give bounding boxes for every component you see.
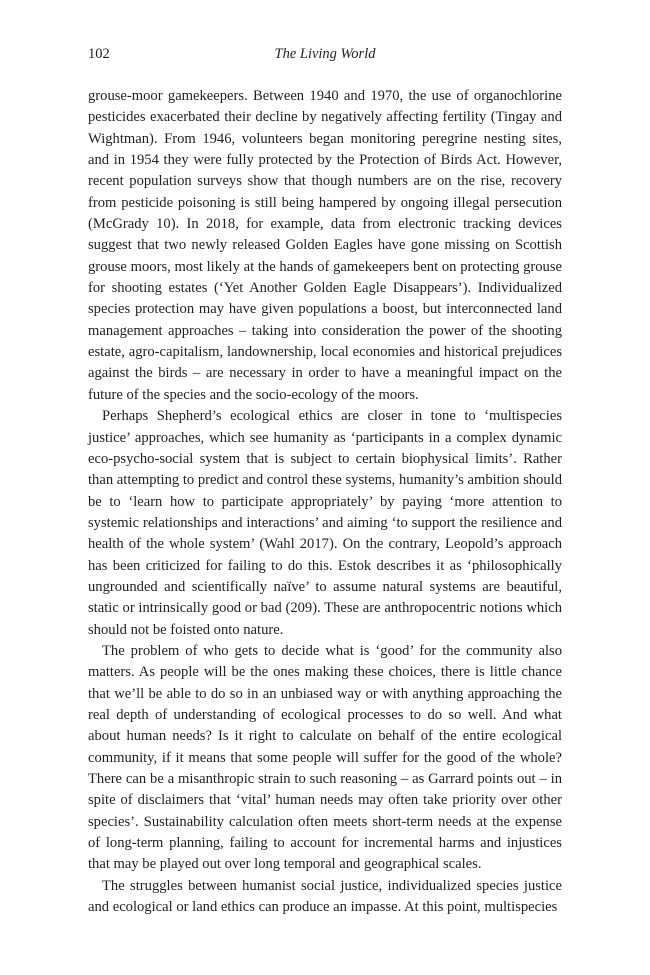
paragraph: The problem of who gets to decide what is ‘good’ for the community also matters. As people will be the ones making these choices, there is little chance that we’ll be able to do so in an unbiased way or with anything approaching the real depth of understanding of ecological processes to do so well. And what about human needs? Is it right to calculate on behalf of the entire ecological community, if it means that some people will suffer for the good of the whole? There can be a misanthropic strain to such reasoning – as Garrard points out – in spite of disclaimers that ‘vital’ human needs may often take priority over other species’. Sustainability calculation often meets short-term needs at the expense of long-term planning, failing to account for incremental harms and injustices that may be played out over long temporal and geographical scales. [88,642,562,873]
running-title: The Living World [274,46,376,62]
page-header [88,43,562,65]
body-text [88,86,562,918]
paragraph: The struggles between humanist social justice, individualized species justice and ecological or land ethics can produce an impasse. At this point, multispecies [88,877,562,916]
paragraph: Perhaps Shepherd’s ecological ethics are closer in tone to ‘multispecies justice’ approaches, which see humanity as ‘participants in a complex dynamic eco-psycho-social system that is subject to certain biophysical limits’. Rather than attempting to predict and control these systems, humanity’s ambition should be to ‘learn how to participate appropriately’ by paying ‘more attention to systemic relationships and interactions’ and aiming ‘to support the resilience and health of the whole system’ (Wahl 2017). On the contrary, Leopold’s approach has been criticized for failing to do this. Estok describes it as ‘philosophically ungrounded and scientifically naïve’ to assume natural systems are beautiful, static or intrinsically good or bad (209). These are anthropocentric notions which should not be foisted onto nature. [88,408,562,638]
page-number: 102 [88,46,110,62]
paragraph: grouse-moor gamekeepers. Between 1940 and 1970, the use of organochlorine pesticides exacerbated their decline by negatively affecting fertility (Tingay and Wightman). From 1946, volunteers began monitoring peregrine nesting sites, and in 1954 they were fully protected by the Protection of Birds Act. However, recent population surveys show that though numbers are on the rise, recovery from pesticide poisoning is still being hampered by ongoing illegal persecution (McGrady 10). In 2018, for example, data from electronic tracking devices suggest that two newly released Golden Eagles have gone missing on Scottish grouse moors, most likely at the hands of gamekeepers bent on protecting grouse for shooting estates (‘Yet Another Golden Eagle Disappears’). Individualized species protection may have given populations a boost, but interconnected land management approaches – taking into consideration the power of the shooting estate, agro-capitalism, landownership, local economies and historical prejudices against the birds – are necessary in order to have a meaningful impact on the future of the species and the socio-ecology of the moors. [88,88,562,403]
